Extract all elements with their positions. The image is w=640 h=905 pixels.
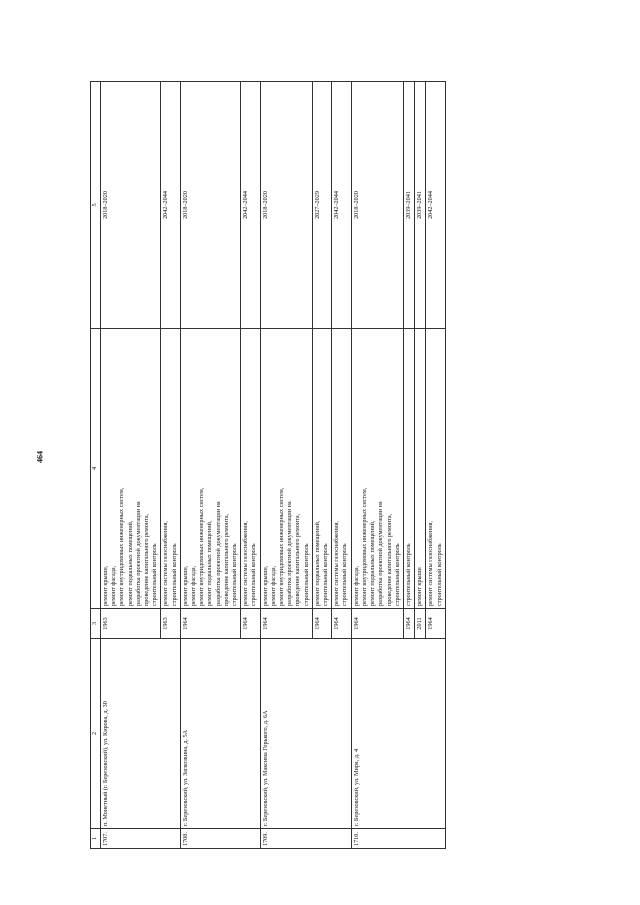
work-item: ремонт фасада, (269, 565, 277, 606)
column-header-3: 3 (91, 609, 101, 639)
work-item: ремонт фасада, (190, 565, 198, 606)
work-item: ремонт крыши (416, 567, 424, 606)
work-item: ремонт крыши, (181, 565, 189, 606)
table-row (260, 82, 312, 849)
period-cell: 2018–2020 (260, 82, 312, 329)
works-cell (101, 329, 161, 609)
page-number-text: 464 (35, 451, 45, 463)
year-cell: 1964 (260, 609, 312, 639)
table-row (180, 82, 240, 849)
work-item: строительный контроль (250, 543, 258, 606)
works-cell (312, 329, 331, 609)
work-item: строительный контроль (231, 543, 239, 606)
work-item: строительный контроль (151, 543, 159, 606)
year-cell: 1963 (161, 609, 180, 639)
works-cell (415, 329, 426, 609)
period-cell: 2018–2020 (351, 82, 403, 329)
work-item: ремонт внутридомовых инженерных систем, (360, 487, 368, 606)
work-item: строительный контроль (404, 543, 412, 606)
work-item: строительный контроль (341, 543, 349, 606)
year-cell: 1964 (241, 609, 260, 639)
address-cell: г. Березовский, ул. Мира, д. 4 (351, 639, 445, 829)
table-body (101, 82, 446, 849)
work-item: ремонт подвальных помещений, (206, 520, 214, 606)
work-item: ремонт подвальных помещений, (313, 520, 321, 606)
year-cell: 1964 (180, 609, 240, 639)
works-cell (351, 329, 403, 609)
period-cell: 2018–2020 (180, 82, 240, 329)
work-item: проведение капитального ремонта, (143, 513, 151, 606)
column-header-1: 1 (91, 829, 101, 849)
table-row (101, 82, 161, 849)
table-row (351, 82, 403, 849)
works-cell (241, 329, 260, 609)
works-cell (161, 329, 180, 609)
work-item: ремонт системы газоснабжения, (162, 521, 170, 606)
work-item: строительный контроль (393, 543, 401, 606)
period-cell: 2039–2041 (415, 82, 426, 329)
period-cell: 2042–2044 (332, 82, 351, 329)
work-item: строительный контроль (302, 543, 310, 606)
work-item: ремонт системы газоснабжения, (333, 521, 341, 606)
work-item: ремонт крыши, (261, 565, 269, 606)
year-cell: 1963 (101, 609, 161, 639)
column-header-5: 5 (91, 82, 101, 329)
work-item: ремонт фасада, (352, 565, 360, 606)
work-item: разработка проектной документации на (214, 501, 222, 606)
works-cell (426, 329, 445, 609)
period-cell: 2042–2044 (426, 82, 445, 329)
period-cell: 2027–2029 (312, 82, 331, 329)
work-item: проведение капитального ремонта, (385, 513, 393, 606)
year-cell: 2011 (415, 609, 426, 639)
year-cell: 1964 (312, 609, 331, 639)
work-item: ремонт системы газоснабжения, (242, 521, 250, 606)
works-cell (180, 329, 240, 609)
work-item: разработка проектной документации на (134, 501, 142, 606)
year-cell: 1964 (351, 609, 403, 639)
work-item: ремонт внутридомовых инженерных систем, (118, 487, 126, 606)
period-cell: 2018–2020 (101, 82, 161, 329)
column-header-2: 2 (91, 639, 101, 829)
work-item: ремонт фасада, (110, 565, 118, 606)
header-row (91, 82, 101, 849)
works-cell (403, 329, 414, 609)
capital-repair-table (90, 81, 446, 849)
work-item: ремонт крыши, (102, 565, 109, 606)
works-cell (260, 329, 312, 609)
year-cell: 1964 (403, 609, 414, 639)
column-header-4: 4 (91, 329, 101, 609)
period-cell: 2042–2044 (241, 82, 260, 329)
row-number-cell: 1707. (101, 829, 181, 849)
work-item: ремонт внутридомовых инженерных систем, (278, 487, 286, 606)
row-number-cell: 1709. (260, 829, 351, 849)
work-item: ремонт внутридомовых инженерных систем, (198, 487, 206, 606)
work-item: проведение капитального ремонта, (294, 513, 302, 606)
work-item: строительный контроль (322, 543, 330, 606)
table-rotated-frame (90, 82, 580, 849)
work-item: ремонт подвальных помещений, (369, 520, 377, 606)
period-cell: 2042–2044 (161, 82, 180, 329)
works-cell (332, 329, 351, 609)
address-cell: г. Березовский, ул. Загвозкина, д. 5А (180, 639, 260, 829)
row-number-cell: 1710. (351, 829, 445, 849)
table-rotated-inner (90, 82, 580, 849)
address-cell: г. Березовский, ул. Максима Горького, д. 6А (260, 639, 351, 829)
work-item: строительный контроль (435, 543, 443, 606)
work-item: разработка проектной документации на (286, 501, 294, 606)
work-item: разработка проектной документации на (377, 501, 385, 606)
year-cell: 1964 (426, 609, 445, 639)
work-item: проведение капитального ремонта, (222, 513, 230, 606)
row-number-cell: 1708. (180, 829, 260, 849)
address-cell: п. Монетный (г. Березовский), ул. Кирова, д. 30 (101, 639, 181, 829)
period-cell: 2039–2041 (403, 82, 414, 329)
year-cell: 1964 (332, 609, 351, 639)
work-item: ремонт системы газоснабжения, (427, 521, 435, 606)
work-item: ремонт подвальных помещений, (126, 520, 134, 606)
work-item: строительный контроль (170, 543, 178, 606)
